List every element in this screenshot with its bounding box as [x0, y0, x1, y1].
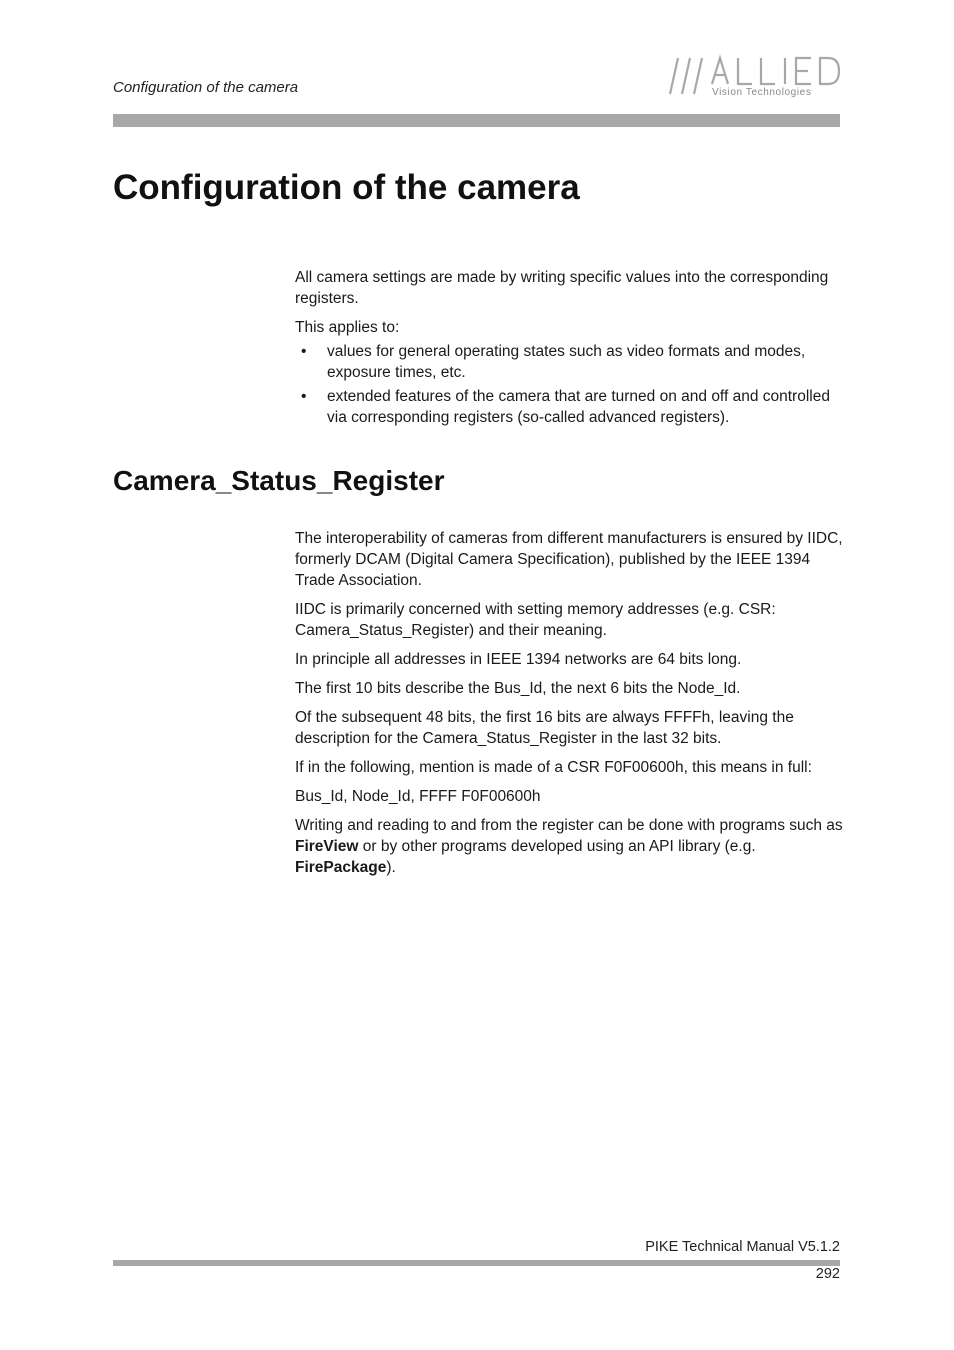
page-number: 292 — [815, 1266, 840, 1282]
paragraph — [295, 815, 843, 878]
section-body — [295, 267, 843, 431]
bullet-icon: • — [301, 343, 307, 360]
firepackage-term: FirePackage — [295, 859, 387, 876]
subsection-title: Camera_Status_Register — [113, 465, 445, 496]
bullet-list — [295, 341, 843, 428]
allied-logo — [668, 52, 843, 102]
bullet-text: extended features of the camera that are turned on and off and controlled via corresponding registers (so-called advanced registers). — [327, 388, 830, 426]
text-run: Writing and reading to and from the register can be done with programs such as — [295, 817, 843, 834]
footer-manual-title: PIKE Technical Manual V5.1.2 — [645, 1239, 840, 1255]
paragraph: The first 10 bits describe the Bus_Id, the next 6 bits the Node_Id. — [295, 680, 741, 697]
paragraph: In principle all addresses in IEEE 1394 networks are 64 bits long. — [295, 651, 742, 668]
paragraph: If in the following, mention is made of a CSR F0F00600h, this means in full: — [295, 759, 812, 776]
header-rule — [113, 114, 840, 127]
bullet-icon: • — [301, 388, 307, 405]
list-item — [295, 386, 843, 428]
bullet-text: values for general operating states such as video formats and modes, exposure times, etc. — [327, 343, 806, 381]
fireview-term: FireView — [295, 838, 359, 855]
footer-rule — [113, 1260, 840, 1266]
intro-paragraph: All camera settings are made by writing specific values into the corresponding registers. — [295, 269, 829, 307]
applies-paragraph: This applies to: — [295, 319, 400, 336]
logo-tagline: Vision Technologies — [712, 87, 812, 98]
text-run: or by other programs developed using an API library (e.g. — [358, 838, 756, 855]
subsection-body — [295, 528, 843, 886]
text-run: ). — [386, 859, 396, 876]
paragraph: IIDC is primarily concerned with setting memory addresses (e.g. CSR: Camera_Status_Register) and their meaning. — [295, 601, 776, 639]
section-title: Configuration of the camera — [113, 168, 580, 207]
paragraph: The interoperability of cameras from different manufacturers is ensured by IIDC, formerly DCAM (Digital Camera Specification), published by the IEEE 1394 Trade Association. — [295, 530, 843, 589]
paragraph: Of the subsequent 48 bits, the first 16 bits are always FFFFh, leaving the description for the Camera_Status_Register in the last 32 bits. — [295, 709, 794, 747]
list-item — [295, 341, 843, 383]
running-header: Configuration of the camera — [113, 79, 299, 96]
paragraph: Bus_Id, Node_Id, FFFF F0F00600h — [295, 788, 541, 805]
